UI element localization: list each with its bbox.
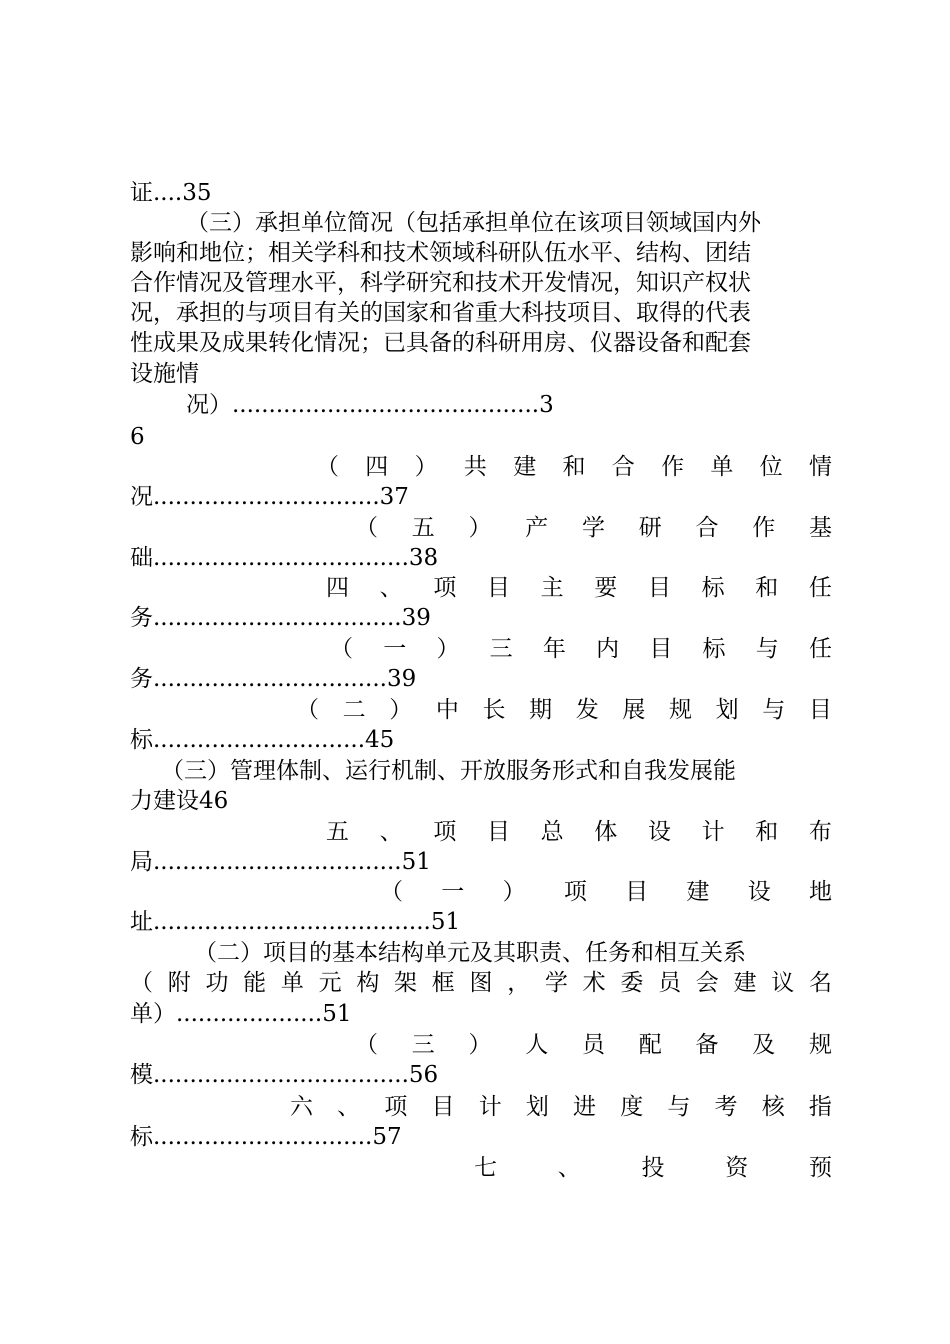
toc-line-31 <box>290 1092 832 1122</box>
toc-line-13: 础...................................38 <box>130 545 439 571</box>
toc-char: 项 <box>433 819 457 845</box>
toc-char: 产 <box>525 515 549 541</box>
toc-line-6: 性成果及成果转化情况；已具备的科研用房、仪器设备和配套 <box>130 330 751 356</box>
toc-char: 研 <box>638 515 662 541</box>
toc-char: 、 <box>379 819 403 845</box>
toc-char: 功 <box>205 970 229 996</box>
toc-char: 布 <box>808 819 832 845</box>
toc-char: 、 <box>379 575 403 601</box>
toc-line-29 <box>355 1030 832 1060</box>
toc-char: 、 <box>337 1094 361 1120</box>
toc-line-15: 务..................................39 <box>130 605 431 631</box>
toc-char: 目 <box>649 636 673 662</box>
toc-line-12 <box>355 513 832 543</box>
toc-line-24 <box>380 877 832 907</box>
toc-char: 三 <box>489 636 513 662</box>
toc-char: 和 <box>562 454 586 480</box>
toc-char: ） <box>389 697 413 723</box>
toc-char: 资 <box>725 1155 749 1181</box>
toc-char: （ <box>316 454 339 480</box>
toc-line-5: 况，承担的与项目有关的国家和省重大科技项目、取得的代表 <box>130 300 751 326</box>
toc-char: 人 <box>525 1032 549 1058</box>
toc-char: 长 <box>482 697 506 723</box>
toc-char: 考 <box>714 1094 738 1120</box>
toc-char: 建 <box>686 879 710 905</box>
toc-line-3: 影响和地位；相关学科和技术领域科研队伍水平、结构、团结 <box>130 240 751 266</box>
toc-line-30: 模...................................56 <box>130 1062 439 1088</box>
toc-char: 地 <box>808 879 832 905</box>
toc-char: 情 <box>808 454 832 480</box>
toc-char: 体 <box>594 819 618 845</box>
toc-char: 术 <box>582 970 606 996</box>
toc-line-23: 局..................................51 <box>130 849 431 875</box>
toc-char: 附 <box>167 970 191 996</box>
toc-char: 目 <box>486 819 510 845</box>
toc-char: 中 <box>435 697 459 723</box>
toc-line-17: 务................................39 <box>130 666 417 692</box>
toc-char: 发 <box>575 697 599 723</box>
toc-char: 作 <box>661 454 685 480</box>
toc-line-16 <box>330 634 832 664</box>
toc-line-21: 力建设46 <box>130 788 229 814</box>
toc-line-20: （三）管理体制、运行机制、开放服务形式和自我发展能 <box>161 758 736 784</box>
toc-char: 配 <box>638 1032 662 1058</box>
toc-char: 三 <box>411 1032 435 1058</box>
toc-line-33 <box>474 1153 832 1183</box>
toc-char: 核 <box>761 1094 785 1120</box>
toc-char: 主 <box>540 575 564 601</box>
toc-char: 年 <box>542 636 566 662</box>
toc-char: ） <box>436 636 460 662</box>
toc-char: 委 <box>620 970 644 996</box>
toc-line-19: 标.............................45 <box>130 727 395 753</box>
toc-char: 五 <box>411 515 435 541</box>
toc-line-10 <box>316 452 832 482</box>
toc-char: 标 <box>701 575 725 601</box>
toc-char: 要 <box>594 575 618 601</box>
toc-char: 名 <box>808 970 832 996</box>
toc-char: ） <box>468 515 492 541</box>
toc-char: 规 <box>669 697 692 723</box>
toc-char: （ <box>130 970 153 996</box>
toc-char: （ <box>380 879 403 905</box>
toc-char: 建 <box>513 454 537 480</box>
toc-char: 期 <box>529 697 553 723</box>
toc-char: 五 <box>326 819 349 845</box>
toc-char: 总 <box>540 819 564 845</box>
toc-char: 划 <box>525 1094 549 1120</box>
toc-char: 构 <box>356 970 380 996</box>
toc-char: 建 <box>733 970 757 996</box>
toc-char: 项 <box>433 575 457 601</box>
toc-char: 规 <box>809 1032 832 1058</box>
toc-char: 设 <box>747 879 771 905</box>
toc-char: 一 <box>441 879 465 905</box>
toc-char: 议 <box>771 970 795 996</box>
toc-char: 学 <box>582 515 605 541</box>
toc-line-22 <box>326 817 832 847</box>
toc-char: 项 <box>384 1094 408 1120</box>
toc-char: 七 <box>474 1155 497 1181</box>
toc-char: 内 <box>596 636 620 662</box>
toc-char: ， <box>507 970 531 996</box>
toc-char: 合 <box>611 454 635 480</box>
toc-char: 任 <box>808 575 832 601</box>
toc-char: 投 <box>641 1155 665 1181</box>
toc-char: 预 <box>809 1155 832 1181</box>
toc-char: 计 <box>478 1094 502 1120</box>
toc-char: 与 <box>667 1094 691 1120</box>
toc-char: 项 <box>563 879 587 905</box>
toc-line-8: 况）..........................................3 <box>186 392 554 418</box>
toc-line-9: 6 <box>130 424 145 450</box>
toc-char: 目 <box>808 697 832 723</box>
toc-char: 备 <box>695 1032 719 1058</box>
toc-char: 标 <box>702 636 726 662</box>
toc-char: ） <box>414 454 438 480</box>
toc-char: 元 <box>318 970 342 996</box>
toc-char: 四 <box>326 575 349 601</box>
toc-char: 员 <box>658 970 682 996</box>
toc-line-28: 单）....................51 <box>130 1001 352 1027</box>
toc-char: 进 <box>573 1094 597 1120</box>
toc-char: 架 <box>394 970 418 996</box>
toc-char: 目 <box>486 575 510 601</box>
toc-line-14 <box>326 573 832 603</box>
toc-char: 员 <box>582 1032 605 1058</box>
toc-char: （ <box>330 636 353 662</box>
toc-char: 目 <box>431 1094 455 1120</box>
toc-char: 划 <box>715 697 739 723</box>
toc-line-32: 标..............................57 <box>130 1124 402 1150</box>
toc-char: （ <box>355 1032 378 1058</box>
toc-line-4: 合作情况及管理水平，科学研究和技术开发情况，知识产权状 <box>130 270 751 296</box>
toc-char: 学 <box>544 970 568 996</box>
toc-char: 单 <box>280 970 304 996</box>
toc-char: ） <box>502 879 526 905</box>
toc-line-7: 设施情 <box>130 361 199 387</box>
toc-char: 目 <box>625 879 649 905</box>
toc-char: 会 <box>695 970 719 996</box>
toc-char: 共 <box>463 454 487 480</box>
toc-char: 合 <box>695 515 719 541</box>
toc-char: 框 <box>431 970 455 996</box>
toc-char: 及 <box>752 1032 776 1058</box>
toc-char: 单 <box>710 454 734 480</box>
toc-char: 指 <box>808 1094 832 1120</box>
toc-line-2: （三）承担单位简况（包括承担单位在该项目领域国内外 <box>186 210 761 236</box>
toc-char: 和 <box>755 819 779 845</box>
toc-line-1: 证....35 <box>130 180 212 206</box>
toc-char: 展 <box>622 697 646 723</box>
toc-line-18 <box>296 695 832 725</box>
toc-char: 二 <box>342 697 366 723</box>
toc-char: 基 <box>809 515 832 541</box>
toc-char: 六 <box>290 1094 313 1120</box>
toc-char: 一 <box>383 636 407 662</box>
toc-line-25: 址......................................51 <box>130 909 461 935</box>
toc-char: 与 <box>755 636 779 662</box>
toc-char: （ <box>296 697 319 723</box>
toc-char: 四 <box>365 454 389 480</box>
toc-char: 和 <box>755 575 779 601</box>
toc-char: 作 <box>752 515 776 541</box>
toc-char: 目 <box>647 575 671 601</box>
toc-line-27 <box>130 968 832 998</box>
toc-char: 计 <box>701 819 725 845</box>
toc-line-11: 况...............................37 <box>130 484 409 510</box>
toc-char: （ <box>355 515 378 541</box>
toc-char: ） <box>468 1032 492 1058</box>
toc-line-26: （二）项目的基本结构单元及其职责、任务和相互关系 <box>194 940 746 966</box>
toc-char: 能 <box>243 970 267 996</box>
toc-char: 、 <box>557 1155 581 1181</box>
toc-char: 图 <box>469 970 493 996</box>
toc-char: 设 <box>647 819 671 845</box>
toc-char: 与 <box>762 697 786 723</box>
toc-char: 度 <box>620 1094 644 1120</box>
toc-char: 位 <box>759 454 783 480</box>
toc-char: 任 <box>808 636 832 662</box>
